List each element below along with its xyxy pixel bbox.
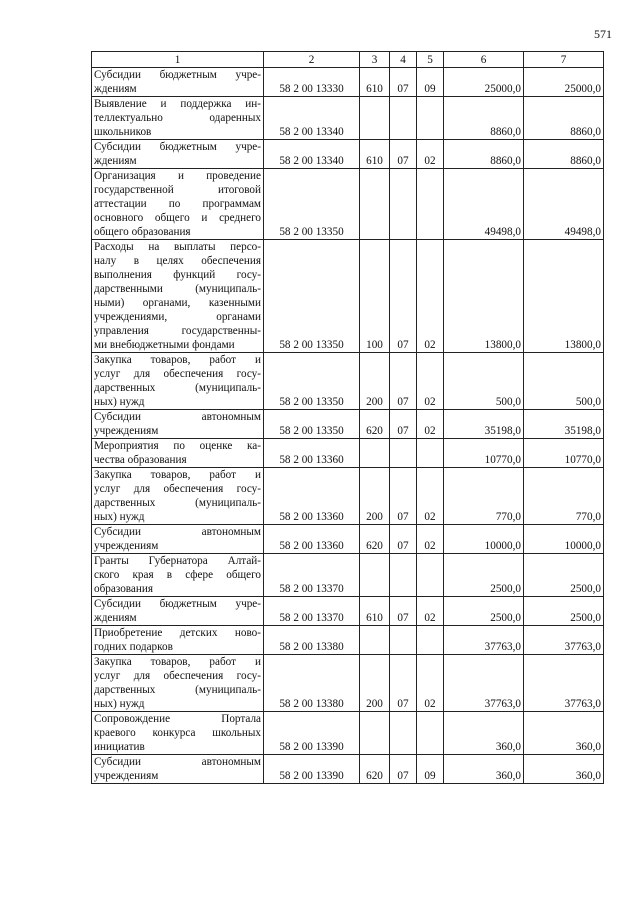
column-header-5: 5 — [417, 52, 444, 68]
row-name-cell: Закупка товаров, работ и услуг для обеспечения госу- дарственных (муниципаль- ных) нужд — [92, 655, 264, 712]
section-cell: 07 — [390, 240, 417, 353]
expense-type-cell — [360, 626, 390, 655]
target-code-cell: 58 2 00 13340 — [264, 97, 360, 140]
section-cell — [390, 712, 417, 755]
expense-type-cell: 200 — [360, 655, 390, 712]
table-row — [92, 712, 604, 755]
target-code-cell: 58 2 00 13370 — [264, 554, 360, 597]
target-code-cell: 58 2 00 13340 — [264, 140, 360, 169]
amount-cell: 10770,0 — [444, 439, 524, 468]
amount-cell: 49498,0 — [444, 169, 524, 240]
table-row — [92, 755, 604, 784]
section-cell: 07 — [390, 140, 417, 169]
table-row — [92, 554, 604, 597]
amount-total-cell: 25000,0 — [524, 68, 604, 97]
amount-cell: 25000,0 — [444, 68, 524, 97]
column-header-4: 4 — [390, 52, 417, 68]
row-name-cell: Выявление и поддержка ин- теллектуально одаренных школьников — [92, 97, 264, 140]
subsection-cell: 02 — [417, 468, 444, 525]
amount-cell: 35198,0 — [444, 410, 524, 439]
table-row — [92, 626, 604, 655]
table-row — [92, 240, 604, 353]
section-cell — [390, 97, 417, 140]
row-name-cell: Субсидии бюджетным учре- ждениям — [92, 68, 264, 97]
target-code-cell: 58 2 00 13370 — [264, 597, 360, 626]
table-row — [92, 439, 604, 468]
expense-type-cell: 610 — [360, 597, 390, 626]
table-row — [92, 468, 604, 525]
section-cell — [390, 626, 417, 655]
target-code-cell: 58 2 00 13360 — [264, 468, 360, 525]
section-cell: 07 — [390, 353, 417, 410]
expense-type-cell — [360, 712, 390, 755]
subsection-cell: 02 — [417, 353, 444, 410]
subsection-cell: 02 — [417, 140, 444, 169]
table-row — [92, 655, 604, 712]
amount-cell: 37763,0 — [444, 626, 524, 655]
amount-total-cell: 500,0 — [524, 353, 604, 410]
subsection-cell — [417, 554, 444, 597]
subsection-cell: 02 — [417, 655, 444, 712]
target-code-cell: 58 2 00 13380 — [264, 626, 360, 655]
row-name-cell: Мероприятия по оценке ка- чества образования — [92, 439, 264, 468]
target-code-cell: 58 2 00 13360 — [264, 525, 360, 554]
amount-total-cell: 37763,0 — [524, 655, 604, 712]
amount-cell: 2500,0 — [444, 554, 524, 597]
row-name-cell: Закупка товаров, работ и услуг для обеспечения госу- дарственных (муниципаль- ных) нужд — [92, 468, 264, 525]
table-header-row — [92, 52, 604, 68]
expense-type-cell: 620 — [360, 525, 390, 554]
amount-total-cell: 10000,0 — [524, 525, 604, 554]
column-header-7: 7 — [524, 52, 604, 68]
section-cell — [390, 554, 417, 597]
table-row — [92, 597, 604, 626]
amount-total-cell: 8860,0 — [524, 140, 604, 169]
amount-total-cell: 10770,0 — [524, 439, 604, 468]
section-cell — [390, 439, 417, 468]
amount-cell: 8860,0 — [444, 97, 524, 140]
section-cell: 07 — [390, 68, 417, 97]
target-code-cell: 58 2 00 13390 — [264, 755, 360, 784]
row-name-cell: Расходы на выплаты персо- налу в целях обеспечения выполнения функций госу- дарственными (муниципаль- ными) органами, казенными учреждениями, органами управления государственны- ми внебюджетными фондами — [92, 240, 264, 353]
expense-type-cell: 620 — [360, 755, 390, 784]
row-name-cell: Гранты Губернатора Алтай- ского края в сфере общего образования — [92, 554, 264, 597]
table-row — [92, 68, 604, 97]
expense-type-cell: 610 — [360, 68, 390, 97]
target-code-cell: 58 2 00 13380 — [264, 655, 360, 712]
amount-total-cell: 8860,0 — [524, 97, 604, 140]
amount-total-cell: 37763,0 — [524, 626, 604, 655]
section-cell: 07 — [390, 597, 417, 626]
amount-total-cell: 360,0 — [524, 712, 604, 755]
target-code-cell: 58 2 00 13330 — [264, 68, 360, 97]
row-name-cell: Приобретение детских ново- годних подарков — [92, 626, 264, 655]
column-header-2: 2 — [264, 52, 360, 68]
budget-table — [91, 51, 604, 784]
row-name-cell: Закупка товаров, работ и услуг для обеспечения госу- дарственных (муниципаль- ных) нужд — [92, 353, 264, 410]
expense-type-cell: 200 — [360, 468, 390, 525]
amount-cell: 500,0 — [444, 353, 524, 410]
table-row — [92, 353, 604, 410]
page-number: 571 — [594, 27, 612, 41]
section-cell: 07 — [390, 755, 417, 784]
amount-total-cell: 360,0 — [524, 755, 604, 784]
expense-type-cell — [360, 97, 390, 140]
expense-type-cell — [360, 554, 390, 597]
amount-cell: 8860,0 — [444, 140, 524, 169]
amount-cell: 10000,0 — [444, 525, 524, 554]
target-code-cell: 58 2 00 13360 — [264, 439, 360, 468]
section-cell: 07 — [390, 655, 417, 712]
row-name-cell: Организация и проведение государственной итоговой аттестации по программам основного общего и среднего общего образования — [92, 169, 264, 240]
table-row — [92, 140, 604, 169]
table-row — [92, 97, 604, 140]
target-code-cell: 58 2 00 13350 — [264, 353, 360, 410]
target-code-cell: 58 2 00 13390 — [264, 712, 360, 755]
row-name-cell: Субсидии бюджетным учре- ждениям — [92, 597, 264, 626]
amount-cell: 360,0 — [444, 712, 524, 755]
subsection-cell — [417, 626, 444, 655]
amount-cell: 13800,0 — [444, 240, 524, 353]
expense-type-cell: 620 — [360, 410, 390, 439]
row-name-cell: Субсидии автономным учреждениям — [92, 525, 264, 554]
subsection-cell: 09 — [417, 68, 444, 97]
subsection-cell — [417, 169, 444, 240]
amount-cell: 37763,0 — [444, 655, 524, 712]
amount-cell: 770,0 — [444, 468, 524, 525]
column-header-6: 6 — [444, 52, 524, 68]
subsection-cell: 02 — [417, 597, 444, 626]
expense-type-cell: 200 — [360, 353, 390, 410]
target-code-cell: 58 2 00 13350 — [264, 410, 360, 439]
row-name-cell: Сопровождение Портала краевого конкурса школьных инициатив — [92, 712, 264, 755]
subsection-cell: 02 — [417, 240, 444, 353]
amount-cell: 2500,0 — [444, 597, 524, 626]
section-cell — [390, 169, 417, 240]
amount-total-cell: 2500,0 — [524, 597, 604, 626]
subsection-cell: 09 — [417, 755, 444, 784]
column-header-3: 3 — [360, 52, 390, 68]
section-cell: 07 — [390, 410, 417, 439]
subsection-cell — [417, 712, 444, 755]
amount-cell: 360,0 — [444, 755, 524, 784]
section-cell: 07 — [390, 468, 417, 525]
row-name-cell: Субсидии бюджетным учре- ждениям — [92, 140, 264, 169]
subsection-cell — [417, 439, 444, 468]
table-row — [92, 525, 604, 554]
expense-type-cell — [360, 169, 390, 240]
amount-total-cell: 770,0 — [524, 468, 604, 525]
expense-type-cell — [360, 439, 390, 468]
target-code-cell: 58 2 00 13350 — [264, 240, 360, 353]
amount-total-cell: 35198,0 — [524, 410, 604, 439]
section-cell: 07 — [390, 525, 417, 554]
amount-total-cell: 49498,0 — [524, 169, 604, 240]
table-row — [92, 169, 604, 240]
expense-type-cell: 100 — [360, 240, 390, 353]
row-name-cell: Субсидии автономным учреждениям — [92, 410, 264, 439]
amount-total-cell: 2500,0 — [524, 554, 604, 597]
target-code-cell: 58 2 00 13350 — [264, 169, 360, 240]
row-name-cell: Субсидии автономным учреждениям — [92, 755, 264, 784]
amount-total-cell: 13800,0 — [524, 240, 604, 353]
column-header-1: 1 — [92, 52, 264, 68]
table-row — [92, 410, 604, 439]
subsection-cell: 02 — [417, 410, 444, 439]
subsection-cell — [417, 97, 444, 140]
expense-type-cell: 610 — [360, 140, 390, 169]
subsection-cell: 02 — [417, 525, 444, 554]
